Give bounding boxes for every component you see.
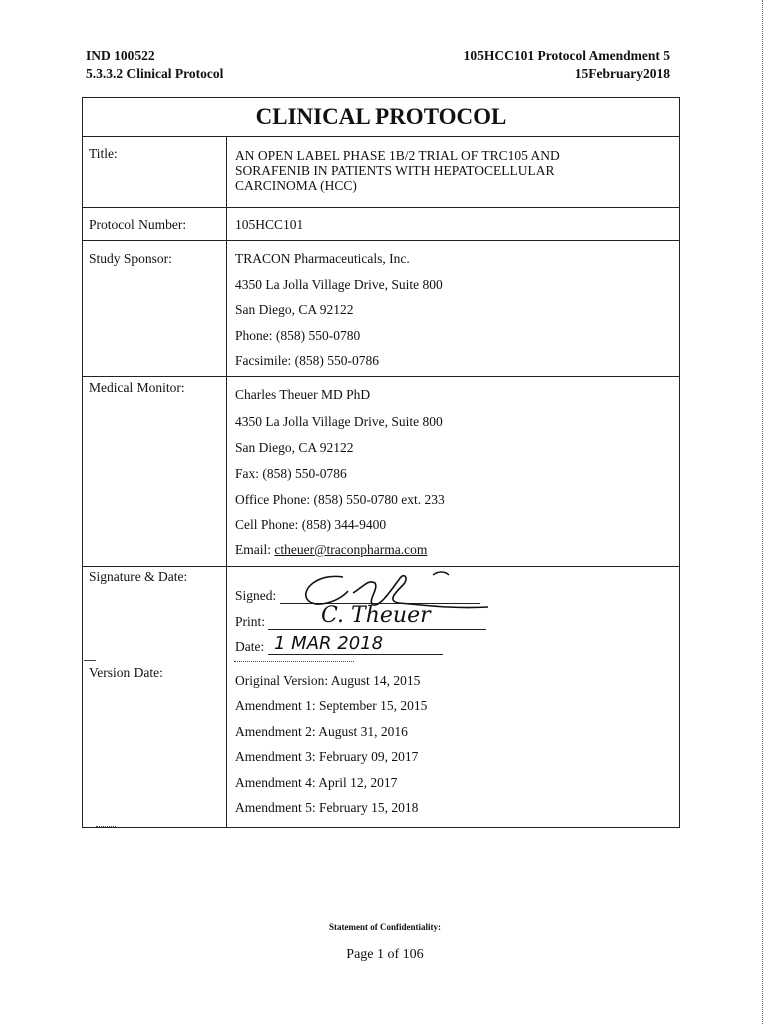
version-line: Amendment 4: April 12, 2017 — [235, 775, 398, 790]
sponsor-line: 4350 La Jolla Village Drive, Suite 800 — [235, 277, 443, 292]
monitor-line: Cell Phone: (858) 344-9400 — [235, 517, 387, 532]
title-value — [235, 148, 560, 193]
email-label: Email: — [235, 542, 275, 557]
handwritten-date-text: 1 MAR 2018 — [274, 633, 384, 654]
scan-mark — [234, 661, 354, 662]
print-name-text: C. Theuer — [321, 603, 431, 628]
version-line: Original Version: August 14, 2015 — [235, 673, 421, 688]
row-divider — [83, 376, 679, 377]
scan-edge — [762, 0, 763, 1024]
sponsor-line: San Diego, CA 92122 — [235, 302, 354, 317]
sponsor-line: TRACON Pharmaceuticals, Inc. — [235, 251, 410, 266]
monitor-line: Fax: (858) 550-0786 — [235, 466, 347, 481]
page-number: Page 1 of 106 — [346, 947, 424, 962]
sponsor-label: Study Sponsor: — [89, 251, 172, 266]
header-left — [86, 47, 223, 83]
protocol-number-label: Protocol Number: — [89, 217, 187, 232]
title-line: AN OPEN LABEL PHASE 1B/2 TRIAL OF TRC105 AND — [235, 148, 560, 163]
version-line: Amendment 5: February 15, 2018 — [235, 800, 419, 815]
title-line: SORAFENIB IN PATIENTS WITH HEPATOCELLULAR — [235, 163, 555, 178]
handwritten-print-name — [313, 600, 493, 630]
row-divider — [83, 207, 679, 208]
version-line: Amendment 2: August 31, 2016 — [235, 724, 408, 739]
monitor-email-row — [235, 542, 427, 558]
medical-monitor-label: Medical Monitor: — [89, 380, 185, 395]
version-line: Amendment 1: September 15, 2015 — [235, 698, 428, 713]
protocol-number-value: 105HCC101 — [235, 217, 304, 232]
scan-mark — [84, 660, 96, 661]
title-line: CARCINOMA (HCC) — [235, 178, 357, 193]
protocol-amendment: 105HCC101 Protocol Amendment 5 — [463, 48, 670, 63]
monitor-line: 4350 La Jolla Village Drive, Suite 800 — [235, 414, 443, 429]
table-bottom-rule — [83, 827, 679, 828]
scan-mark — [96, 826, 116, 827]
page-title: CLINICAL PROTOCOL — [82, 97, 680, 137]
version-label: Version Date: — [89, 665, 163, 680]
monitor-line: San Diego, CA 92122 — [235, 440, 354, 455]
sponsor-line: Phone: (858) 550-0780 — [235, 328, 361, 343]
print-label: Print: — [235, 614, 266, 629]
confidentiality-statement: Statement of Confidentiality: — [329, 922, 441, 932]
protocol-table — [82, 137, 680, 828]
date-label: Date: — [235, 639, 265, 654]
version-line: Amendment 3: February 09, 2017 — [235, 749, 419, 764]
monitor-line: Office Phone: (858) 550-0780 ext. 233 — [235, 492, 445, 507]
section-number: 5.3.3.2 Clinical Protocol — [86, 66, 224, 81]
handwritten-date — [268, 627, 468, 659]
email-link[interactable]: ctheuer@traconpharma.com — [274, 542, 428, 557]
ind-number: IND 100522 — [86, 48, 155, 63]
row-divider — [83, 240, 679, 241]
title-label: Title: — [89, 146, 118, 161]
signature-label: Signature & Date: — [89, 569, 188, 584]
monitor-line: Charles Theuer MD PhD — [235, 387, 371, 402]
signed-label: Signed: — [235, 588, 277, 603]
sponsor-line: Facsimile: (858) 550-0786 — [235, 353, 379, 368]
header-right — [464, 47, 670, 83]
header-date: 15February2018 — [574, 66, 670, 81]
